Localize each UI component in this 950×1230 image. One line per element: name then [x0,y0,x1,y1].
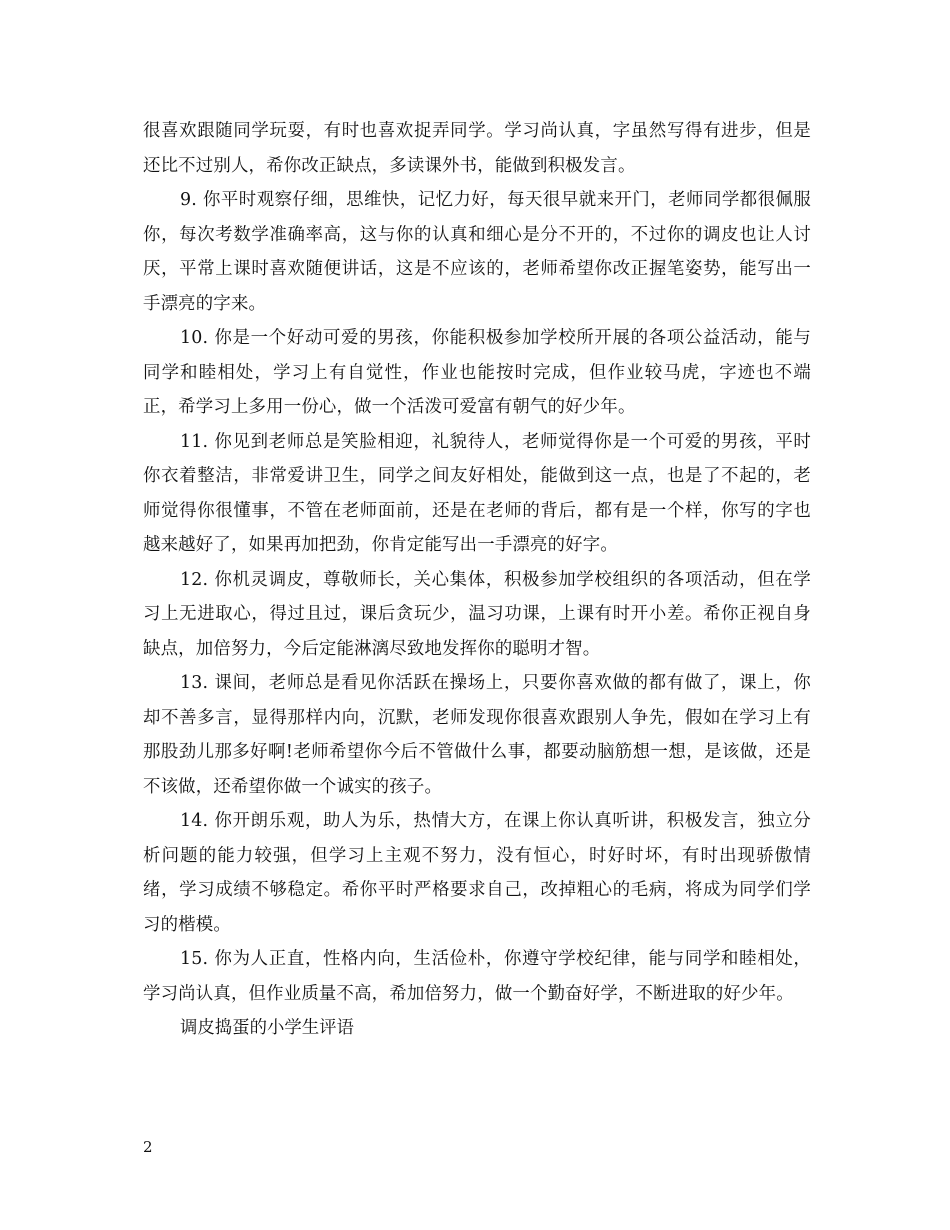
paragraph-item-9: 9. 你平时观察仔细，思维快，记忆力好，每天很早就来开门，老师同学都很佩服你，每次考数学准确率高，这与你的认真和细心是分不开的，不过你的调皮也让人讨厌，平常上课时喜欢随便讲话，这是不应该的，老师希望你改正握笔姿势，能写出一手漂亮的字来。 [143,190,811,314]
paragraph-item-12: 12. 你机灵调皮，尊敬师长，关心集体，积极参加学校组织的各项活动，但在学习上无进取心，得过且过，课后贪玩少，温习功课，上课有时开小差。希你正视自身缺点，加倍努力，今后定能淋漓尽致地发挥你的聪明才智。 [143,569,811,659]
paragraph-item-14: 14. 你开朗乐观，助人为乐，热情大方，在课上你认真听讲，积极发言，独立分析问题的能力较强，但学习上主观不努力，没有恒心，时好时坏，有时出现骄傲情绪，学习成绩不够稳定。希你平时严格要求自己，改掉粗心的毛病，将成为同学们学习的楷模。 [143,811,811,935]
paragraph-item-15: 15. 你为人正直，性格内向，生活俭朴，你遵守学校纪律，能与同学和睦相处，学习尚认真，但作业质量不高，希加倍努力，做一个勤奋好学，不断进取的好少年。 [143,949,811,1004]
paragraph-item-13: 13. 课间，老师总是看见你活跃在操场上，只要你喜欢做的都有做了，课上，你却不善多言，显得那样内向，沉默，老师发现你很喜欢跟别人争先，假如在学习上有那股劲儿那多好啊!老师希望你今后不管做什么事，都要动脑筋想一想，是该做，还是不该做，还希望你做一个诚实的孩子。 [143,673,811,797]
document-body [143,114,811,1046]
page-number: 2 [143,1138,153,1156]
paragraph-item-10: 10. 你是一个好动可爱的男孩，你能积极参加学校所开展的各项公益活动，能与同学和睦相处，学习上有自觉性，作业也能按时完成，但作业较马虎，字迹也不端正，希学习上多用一份心，做一个活泼可爱富有朝气的好少年。 [143,328,811,417]
paragraph-item-11: 11. 你见到老师总是笑脸相迎，礼貌待人，老师觉得你是一个可爱的男孩，平时你衣着整洁，非常爱讲卫生，同学之间友好相处，能做到这一点，也是了不起的，老师觉得你很懂事，不管在老师面前，还是在老师的背后，都有是一个样，你写的字也越来越好了，如果再加把劲，你肯定能写出一手漂亮的好字。 [143,431,811,555]
section-heading: 调皮捣蛋的小学生评语 [180,1018,354,1038]
paragraph-continued: 很喜欢跟随同学玩耍，有时也喜欢捉弄同学。学习尚认真，字虽然写得有进步，但是还比不过别人，希你改正缺点，多读课外书，能做到积极发言。 [143,121,811,176]
